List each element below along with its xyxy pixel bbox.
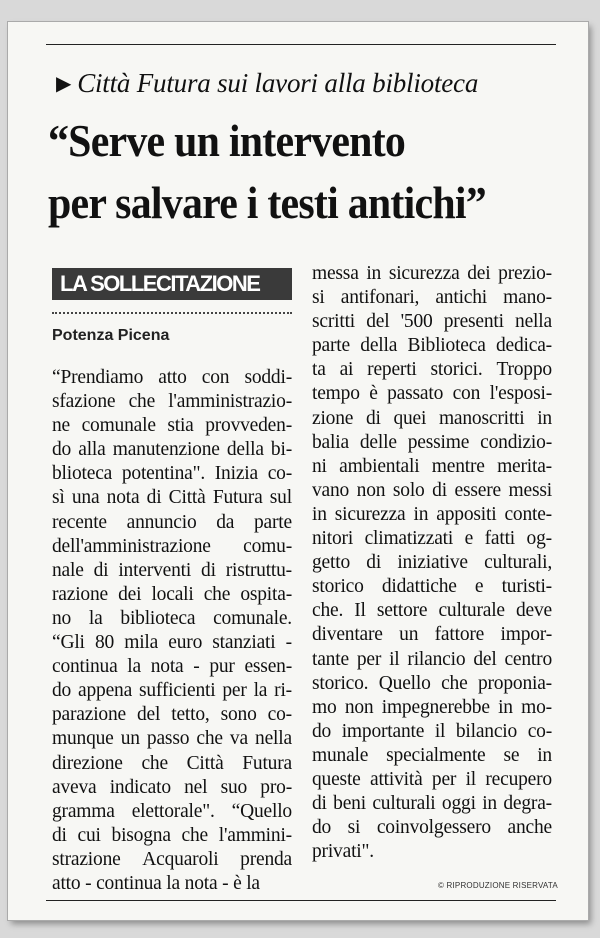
text-line: direzione che Città Futura <box>52 752 292 774</box>
text-line: sfazione che l'amministrazio- <box>52 391 292 413</box>
text-line: tante per il rilancio del centro <box>312 648 552 670</box>
text-line: atto - continua la nota - è la <box>52 872 260 894</box>
text-line: sì una nota di Città Futura sul <box>52 487 292 509</box>
text-line: messa in sicurezza dei prezio- <box>312 263 552 284</box>
text-line: continua la nota - pur essen- <box>52 656 292 678</box>
copyright-notice: © RIPRODUZIONE RISERVATA <box>438 881 558 890</box>
text-line: balia delle pessime condizio- <box>312 431 552 453</box>
kicker-text: Città Futura sui lavori alla biblioteca <box>77 68 479 98</box>
dateline: Potenza Picena <box>52 327 170 344</box>
text-line: ni ambientali mentre merita- <box>312 455 552 477</box>
text-line: recente annuncio da parte <box>52 511 292 533</box>
text-line: nitori climatizzati e fatti og- <box>312 528 552 550</box>
text-line: tempo è passato con l'esposi- <box>312 383 552 405</box>
headline <box>48 110 532 234</box>
text-line: privati". <box>312 841 374 863</box>
text-line: che. Il settore culturale deve <box>312 600 552 622</box>
text-line: ta ai reperti storici. Troppo <box>312 359 552 381</box>
text-line: di cui bisogna che l'ammini- <box>52 824 292 846</box>
text-line: getto di iniziative culturali, <box>312 552 552 574</box>
text-line: in sicurezza in appositi conte- <box>312 503 552 525</box>
text-line: scritti del '500 presenti nella <box>312 311 552 333</box>
dotted-separator <box>52 312 292 314</box>
text-line: strazione Acquaroli prenda <box>52 848 292 870</box>
headline-line-1: “Serve un intervento <box>48 116 406 166</box>
text-line: do si coinvolgessero anche <box>312 817 552 839</box>
text-line: storico didattiche e turisti- <box>312 576 552 598</box>
body-column-right <box>312 262 552 864</box>
text-line: do appena sufficienti per la ri- <box>52 680 292 702</box>
text-line: ne comunale stia provveden- <box>52 415 292 437</box>
text-line: parte della Biblioteca dedica- <box>312 335 552 357</box>
text-line: gramma elettorale". “Quello <box>52 800 292 822</box>
text-line: aveva indicato nel suo pro- <box>52 776 292 798</box>
text-line: “Gli 80 mila euro stanziati - <box>52 632 292 654</box>
text-line: do importante il bilancio co- <box>312 720 552 742</box>
text-line: storico. Quello che proponia- <box>312 672 552 694</box>
text-line: razione dei locali che ospita- <box>52 583 292 605</box>
text-line: munale specialmente se in <box>312 744 552 766</box>
text-line: si antifonari, antichi mano- <box>312 287 552 309</box>
top-rule <box>46 44 556 45</box>
text-line: munque un passo che va nella <box>52 728 292 750</box>
text-line: do alla manutenzione della bi- <box>52 439 292 461</box>
text-line: queste attività per il recupero <box>312 768 552 790</box>
text-line: nale di interventi di ristruttu- <box>52 559 292 581</box>
text-line: dell'amministrazione comu- <box>52 535 292 557</box>
text-line: vano non solo di essere messi <box>312 479 552 501</box>
triangle-right-icon: ▶ <box>56 73 72 95</box>
body-column-left <box>52 366 292 896</box>
text-line: “Prendiamo atto con soddi- <box>52 367 292 388</box>
text-line: mo non impegnerebbe in mo- <box>312 696 552 718</box>
bottom-rule <box>46 900 556 901</box>
text-line: parazione del tetto, sono co- <box>52 704 292 726</box>
text-line: blioteca potentina". Inizia co- <box>52 463 292 485</box>
headline-line-2: per salvare i testi antichi” <box>48 178 486 228</box>
section-label: LA SOLLECITAZIONE <box>52 268 292 300</box>
text-line: di beni culturali oggi in degra- <box>312 793 552 815</box>
kicker <box>56 68 478 99</box>
text-line: diventare un fattore impor- <box>312 624 552 646</box>
text-line: zione di quei manoscritti in <box>312 407 552 429</box>
text-line: no la biblioteca comunale. <box>52 607 292 629</box>
